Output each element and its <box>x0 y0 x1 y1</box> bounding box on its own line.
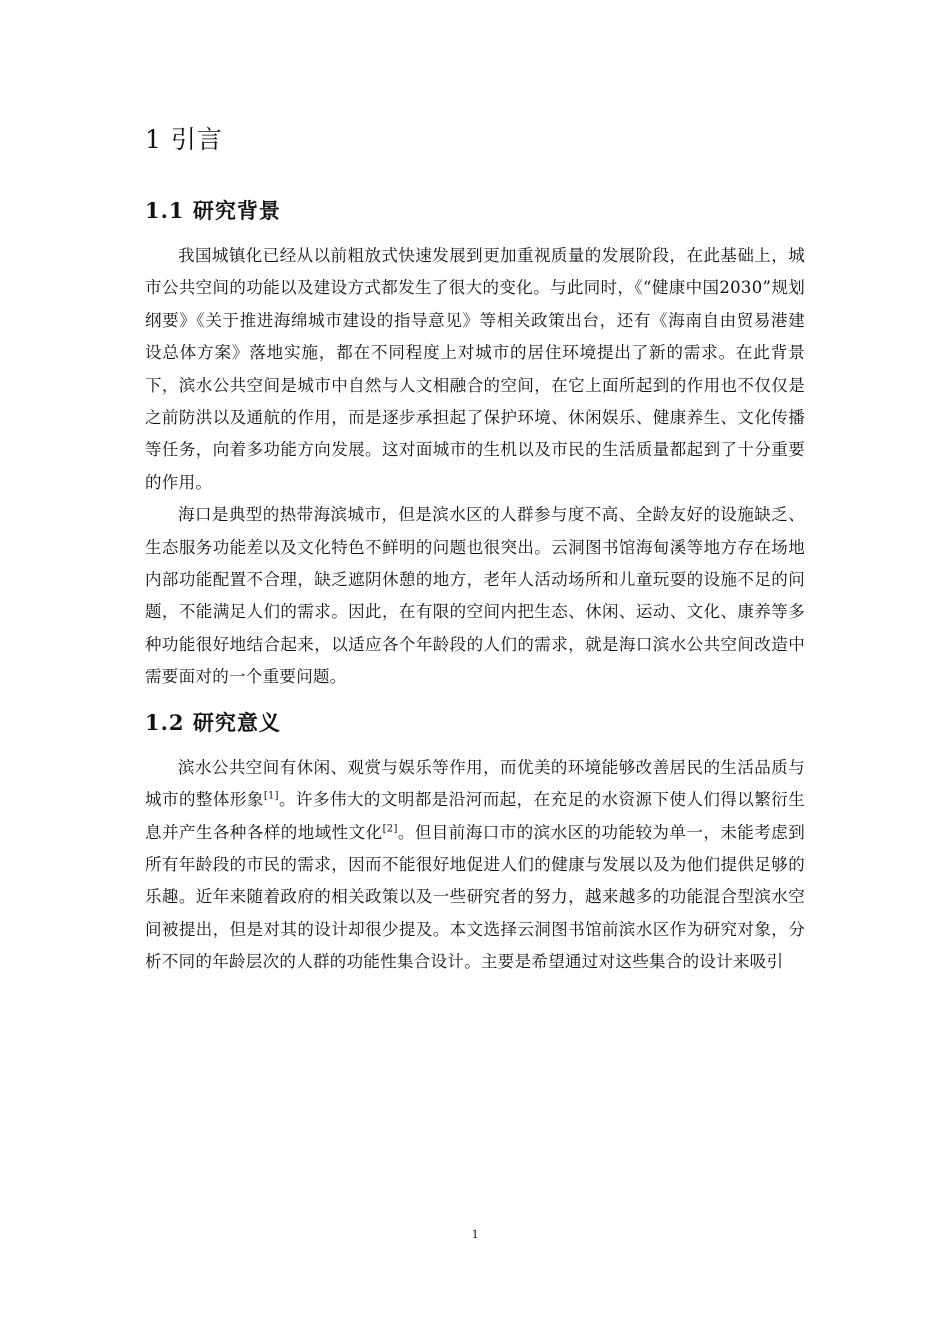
page-number: 1 <box>471 1226 479 1241</box>
paragraph-background-1: 我国城镇化已经从以前粗放式快速发展到更加重视质量的发展阶段，在此基础上，城市公共空间的功能以及建设方式都发生了很大的变化。与此同时，《“健康中国2030”规划纲要》《关于推进海绵城市建设的指导意见》等相关政策出台，还有《海南自由贸易港建设总体方案》落地实施，都在不同程度上对城市的居住环境提出了新的需求。在此背景下，滨水公共空间是城市中自然与人文相融合的空间，在它上面所起到的作用也不仅仅是之前防洪以及通航的作用，而是逐步承担起了保护环境、休闲娱乐、健康养生、文化传播等任务，向着多功能方向发展。这对面城市的生机以及市民的生活质量都起到了十分重要的作用。 <box>145 246 805 492</box>
citation-ref-2: [2] <box>382 823 398 834</box>
text-segment: 。但目前海口市的滨水区的功能较为单一，未能考虑到所有年龄段的市民的需求，因而不能很好地促进人们的健康与发展以及为他们提供足够的乐趣。近年来随着政府的相关政策以及一些研究者的努力，越来越多的功能混合型滨水空间被提出，但是对其的设计却很少提及。本文选择云洞图书馆前滨水区作为研究对象，分析不同的年龄层次的人群的功能性集合设计。主要是希望通过对这些集合的设计来吸引 <box>145 822 806 972</box>
section-heading-background: 1.1 研究背景 <box>145 198 281 223</box>
page-content <box>145 118 805 979</box>
text-segment: 。许多伟大的文明都是沿河而起，在充足的水资源下使人们得以繁衍生息并产生各种各样的地域性文化 <box>145 790 805 842</box>
paragraph-significance-1 <box>145 752 805 979</box>
chapter-title: 1 引言 <box>145 125 223 154</box>
citation-ref-1: [1] <box>263 790 279 802</box>
section-heading-significance: 1.2 研究意义 <box>145 709 281 735</box>
text-segment: 滨水公共空间有休闲、观赏与娱乐等作用，而优美的环境能够改善居民的生活品质与城市的整体形象 <box>145 757 805 810</box>
paragraph-background-2: 海口是典型的热带海滨城市，但是滨水区的人群参与度不高、全龄友好的设施缺乏、生态服务功能差以及文化特色不鲜明的问题也很突出。云洞图书馆海甸溪等地方存在场地内部功能配置不合理，缺乏遮阴休憩的地方，老年人活动场所和儿童玩耍的设施不足的问题，不能满足人们的需求。因此，在有限的空间内把生态、休闲、运动、文化、康养等多种功能很好地结合起来，以适应各个年龄段的人们的需求，就是海口滨水公共空间改造中需要面对的一个重要问题。 <box>145 505 805 687</box>
